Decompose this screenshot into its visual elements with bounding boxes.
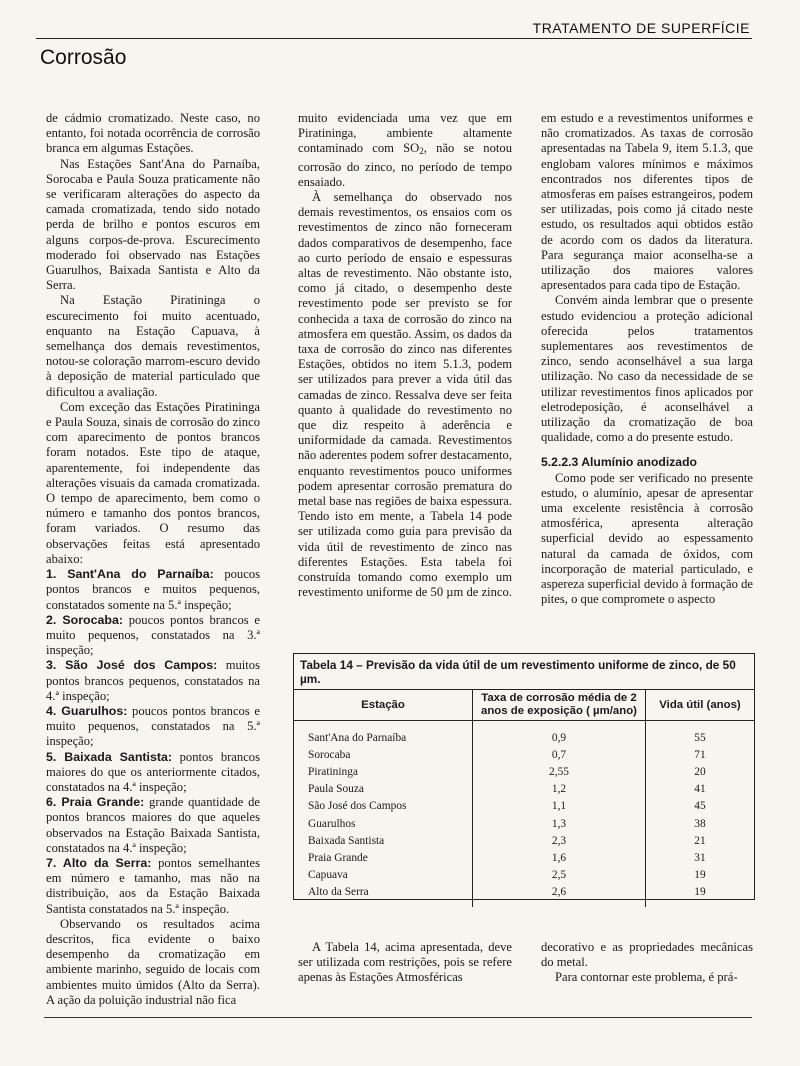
table-cell: São José dos Campos [294,798,473,815]
paragraph [298,111,512,190]
list-item [46,750,260,796]
list-item [46,658,260,704]
column-header: Vida útil (anos) [646,690,755,721]
table-cell: Paula Souza [294,781,473,798]
table-cell: Sorocaba [294,746,473,763]
table-row [294,849,754,866]
table-cell: 19 [694,869,706,882]
paragraph: A Tabela 14, acima apresentada, deve ser utilizada com restrições, pois se refere apenas às Estações Atmosféricas [298,940,512,985]
table-cell: Baixada Santista [294,832,473,849]
table-cell: 1,3 [473,815,646,832]
list-item-label: 3. São José dos Campos: [46,658,218,673]
paragraph: Observando os resultados acima descritos, fica evidente o baixo desempenho da cromatização em ambiente marinho, seguido de locais com ambientes muito úmidos (Alto da Serra). A ação da poluição industrial não fica [46,916,260,1007]
table-row [294,798,754,815]
table-cell: Sant'Ana do Parnaíba [294,721,473,747]
table-row [294,721,754,747]
table-cell: 2,5 [473,867,646,884]
list-item-label: 5. Baixada Santista: [46,749,172,764]
table-cell: 71 [694,748,706,761]
list-item-text: pontos brancos maiores do que os anteriormente citados, constatados na 4.ª inspeção; [46,749,260,794]
list-item-text: grande quantidade de pontos brancos maiores do que aqueles observados na Estação Baixada Santista, constatados na 4.ª inspeção; [46,795,260,855]
table-14 [293,653,755,900]
subsection-heading: 5.2.2.3 Alumínio anodizado [541,455,697,470]
column-2 [298,111,512,601]
paragraph-text: , não se notou corrosão do zinco, no período de tempo ensaiado. [298,141,512,189]
table-cell: Guarulhos [294,815,473,832]
table-cell: 1,2 [473,781,646,798]
list-item-text: poucos pontos brancos e muito pequenos, constatados na 5.ª inspeção; [46,703,260,749]
list-item-label: 1. Sant'Ana do Parnaíba: [46,567,214,582]
subscript: 2 [419,146,424,157]
table-cell: 55 [694,731,706,744]
table-row [294,815,754,832]
table-cell: 1,6 [473,849,646,866]
column-2-bottom [298,940,512,986]
list-item-text: muitos pontos brancos pequenos, constatados na 4.ª inspeção; [46,658,260,703]
section-title: Corrosão [40,46,127,69]
list-item-text: pontos semelhantes em número e tamanho, mas não na distribuição, aos da Estação Baixada Santista constatados na 5.ª inspeção. [46,855,260,916]
table-row [294,781,754,798]
list-item-label: 2. Sorocaba: [46,612,123,627]
column-1 [46,111,260,1008]
table-cell: 31 [694,851,706,864]
table-row [294,763,754,780]
list-item-text: poucos pontos brancos e muito pequenos, constatados na 3.ª inspeção; [46,612,260,658]
running-head: TRATAMENTO DE SUPERFÍCIE [532,20,750,36]
paragraph: decorativo e as propriedades mecânicas do metal. [541,940,753,970]
column-3 [541,111,753,608]
table-caption: Tabela 14 – Previsão da vida útil de um revestimento uniforme de zinco, de 50 µm. [300,658,736,686]
table-cell: 2,55 [473,763,646,780]
column-3-bottom [541,940,753,986]
table-cell: 45 [694,800,706,813]
list-item [46,613,260,659]
paragraph: Convém ainda lembrar que o presente estudo evidenciou a proteção adicional oferecida pelos tratamentos suplementares aos revestimentos de zinco, sendo aconselhável a sua larga utilização. No caso da necessidade de se utilizar revestimentos finos aplicados por eletrodeposição, é aconselhável a utilização da cromatização de boa qualidade, como a do presente estudo. [541,293,753,445]
paragraph: Com exceção das Estações Piratininga e Paula Souza, sinais de corrosão do zinco com aparecimento de pontos brancos foram notados. Este tipo de ataque, aparentemente, foi independente das alterações visuais da camada cromatizada. O tempo de aparecimento, bem como o número e tamanho dos pontos brancos, foram variados. O resumo das observações feitas está apresentado abaixo: [46,399,260,566]
table-body [294,721,754,907]
table-cell: 19 [694,886,706,899]
column-header: Taxa de corrosão média de 2 anos de exposição ( µm/ano) [473,690,646,721]
column-header: Estação [294,690,473,721]
list-item [46,795,260,856]
list-item [46,567,260,613]
list-item-text: poucos pontos brancos e muitos pequenos, constatados somente na 5.ª inspeção; [46,567,260,612]
list-item [46,704,260,750]
table-row [294,884,754,907]
paragraph: Nas Estações Sant'Ana do Parnaíba, Sorocaba e Paula Souza praticamente não se verificaram alterações do aspecto da camada cromatizada, tendo sido notado perda de brilho e pontos escuros em alguns corpos-de-prova. Escurecimento moderado foi observado nas Estações Guarulhos, Baixada Santista e Alto da Serra. [46,156,260,293]
table-cell: 0,9 [473,721,646,747]
footer-rule [44,1017,752,1018]
paragraph: Como pode ser verificado no presente estudo, o alumínio, apesar de apresentar uma excelente resistência à corrosão atmosférica, apresenta alteração superficial devido ao espessamento natural da camada de óxidos, com incorporação de material particulado, e aspereza superficial devido à formação de pites, o que compromete o aspecto [541,470,753,607]
paragraph: em estudo e a revestimentos uniformes e não cromatizados. As taxas de corrosão apresentadas na Tabela 9, item 5.1.3, que englobam valores mínimos e máximos encontrados nos diferentes tipos de atmosferas em países estrangeiros, podem ser utilizadas, pois como já citado neste estudo, os resultados aqui obtidos estão de acordo com os dados da literatura. Para segurança maior aconselha-se a utilização dos maiores valores apresentados para cada tipo de Estação. [541,111,753,293]
list-item-label: 6. Praia Grande: [46,795,145,810]
list-item [46,856,260,917]
paragraph-text: muito evidenciada uma vez que em Piratininga, ambiente altamente contaminado com SO [298,111,512,156]
table-cell: 41 [694,783,706,796]
header-rule [36,38,752,39]
paragraph: À semelhança do observado nos demais revestimentos, os ensaios com os revestimentos de zinco não forneceram dados comparativos de desempenho, face ao curto período de ensaio e espessuras altas de revestimento. Não obstante isto, como já citado, o desempenho deste revestimento pode ser previsto se for conhecida a taxa de corrosão do zinco na atmosfera em questão. Assim, os dados da taxa de corrosão do zinco nas diferentes Estações, obtidos no item 5.1.3, podem ser utilizados para prever a vida útil das camadas de zinco. Ressalva deve ser feita quanto à qualidade do revestimento no que diz respeito à aderência e uniformidade da camada. Revestimentos não aderentes podem sofrer destacamento, enquanto revestimentos pouco uniformes podem apresentar corrosão prematura do metal base nas regiões de baixa espessura. Tendo isto em mente, a Tabela 14 pode ser utilizada como guia para previsão da vida útil de revestimento de zinco nas diferentes Estações. Esta tabela foi construída tomando como exemplo um revestimento uniforme de 50 µm de zinco. [298,190,512,600]
table-cell: 2,6 [473,884,646,907]
table-cell: Piratininga [294,763,473,780]
observation-list [46,567,260,917]
paragraph: de cádmio cromatizado. Neste caso, no entanto, foi notada ocorrência de corrosão branca em algumas Estações. [46,111,260,156]
table-header-row [294,690,754,721]
table-cell: 1,1 [473,798,646,815]
table-cell: 0,7 [473,746,646,763]
table-cell: Alto da Serra [294,884,473,907]
table-row [294,867,754,884]
paragraph: Na Estação Piratininga o escurecimento foi muito acentuado, enquanto na Estação Capuava, à semelhança dos demais revestimentos, notou-se coloração marrom-escuro devido à deposição de material particulado que dificultou a avaliação. [46,293,260,399]
data-table [294,689,754,907]
table-row [294,746,754,763]
list-item-label: 7. Alto da Serra: [46,855,152,870]
list-item-label: 4. Guarulhos: [46,703,128,718]
table-cell: 38 [694,817,706,830]
table-row [294,832,754,849]
table-cell: Capuava [294,867,473,884]
table-cell: 2,3 [473,832,646,849]
table-cell: 21 [694,834,706,847]
table-cell: Praia Grande [294,849,473,866]
paragraph: Para contornar este problema, é prá- [555,970,738,985]
table-cell: 20 [694,765,706,778]
